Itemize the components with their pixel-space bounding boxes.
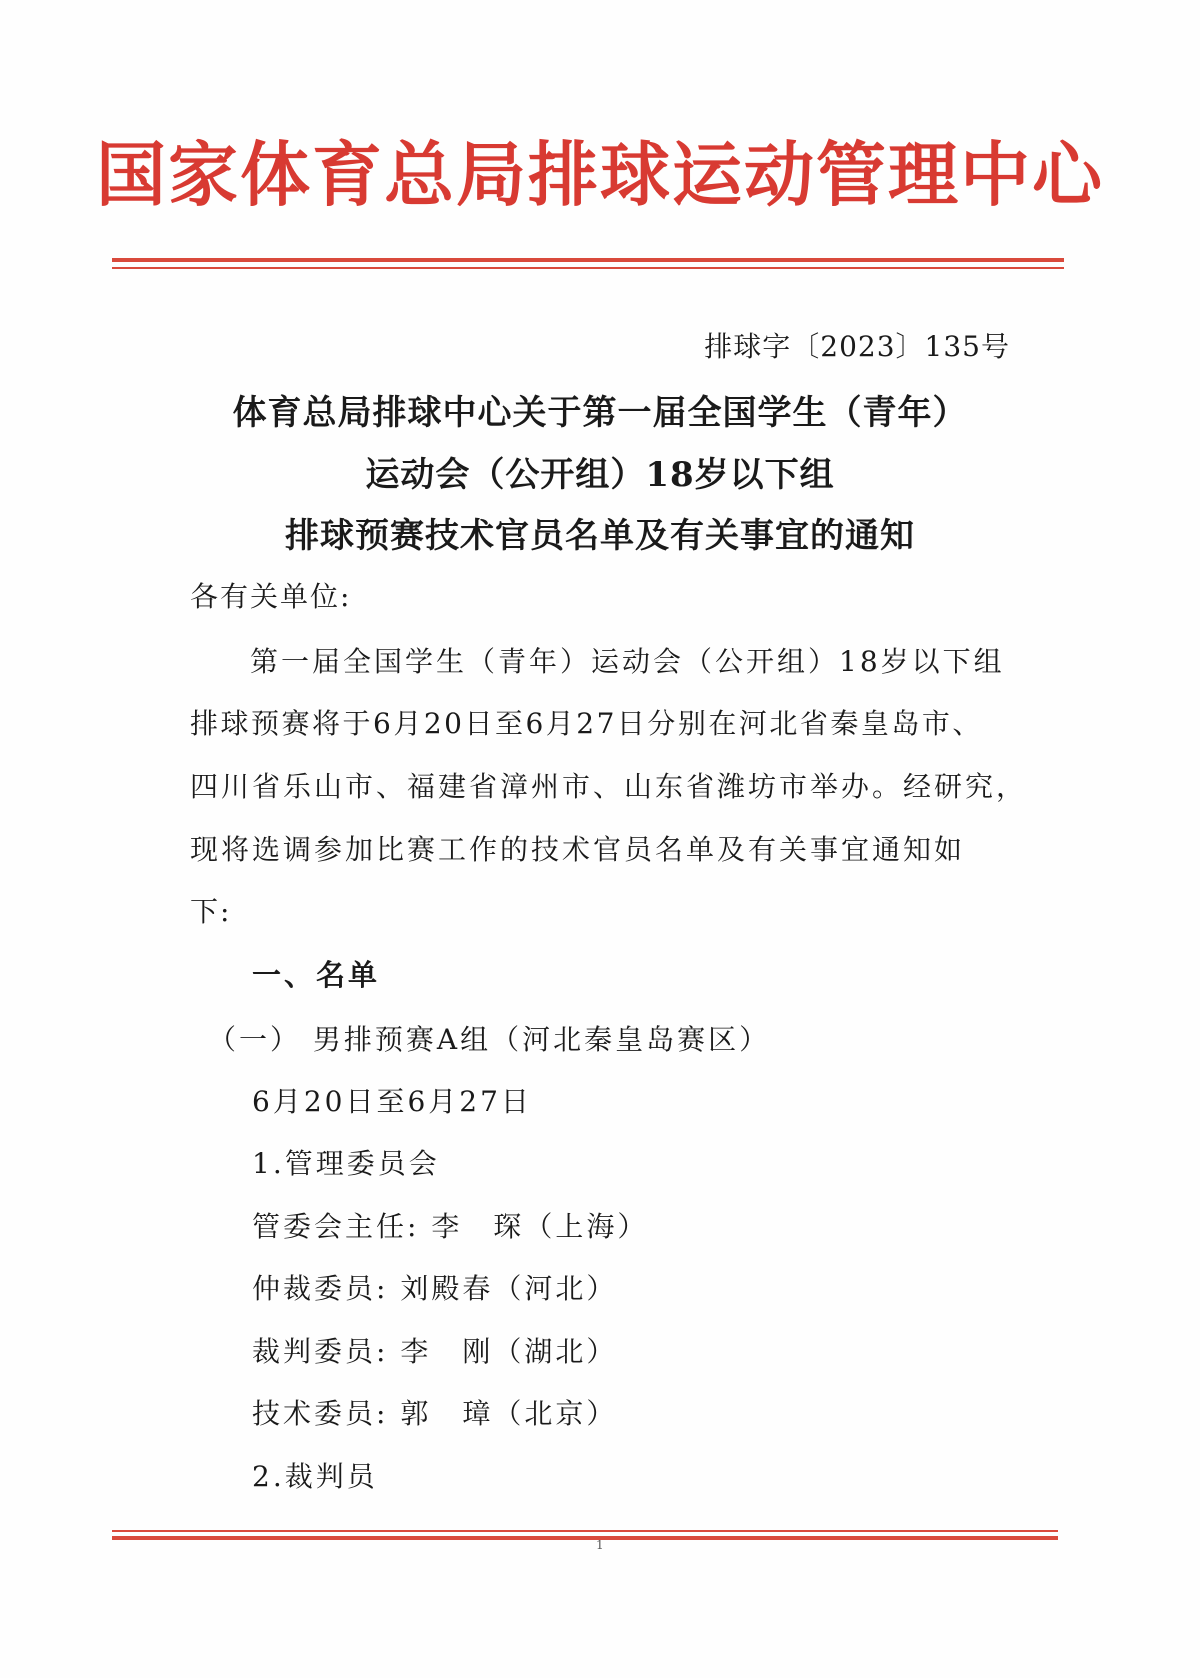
subsection-heading: （一） 男排预赛A组（河北秦皇岛赛区） — [208, 1023, 771, 1056]
list-item: 技术委员: 郭 璋（北京） — [252, 1397, 618, 1430]
letterhead-rule-thick — [112, 258, 1064, 262]
document-number: 排球字〔2023〕135号 — [704, 330, 1010, 363]
salutation: 各有关单位: — [190, 580, 352, 613]
page-number: 1 — [596, 1538, 604, 1552]
body-line: 第一届全国学生（青年）运动会（公开组）18岁以下组 — [250, 645, 1005, 678]
list-item: 裁判委员: 李 刚（湖北） — [252, 1335, 618, 1368]
body-line: 排球预赛将于6月20日至6月27日分别在河北省秦皇岛市、 — [190, 707, 983, 740]
body-line: 现将选调参加比赛工作的技术官员名单及有关事宜通知如 — [190, 833, 966, 866]
title-line-2: 运动会（公开组）18岁以下组 — [365, 455, 835, 495]
title-line-3: 排球预赛技术官员名单及有关事宜的通知 — [285, 516, 915, 556]
title-line-1: 体育总局排球中心关于第一届全国学生（青年） — [232, 393, 968, 433]
letterhead-rule-thin — [112, 267, 1064, 269]
section-heading: 一、名单 — [252, 958, 381, 992]
footer-rule-thick — [112, 1536, 1058, 1540]
letterhead-org-name: 国家体育总局排球运动管理中心 — [96, 134, 1104, 216]
list-heading-management-committee: 1.管理委员会 — [252, 1147, 440, 1180]
body-line: 下: — [190, 895, 232, 928]
list-item: 管委会主任: 李 琛（上海） — [252, 1210, 649, 1243]
date-range: 6月20日至6月27日 — [252, 1085, 532, 1118]
list-heading-referees: 2.裁判员 — [252, 1460, 378, 1493]
body-line: 四川省乐山市、福建省漳州市、山东省潍坊市举办。经研究， — [190, 770, 1028, 803]
list-item: 仲裁委员: 刘殿春（河北） — [252, 1272, 618, 1305]
footer-rule-thin — [112, 1530, 1058, 1532]
